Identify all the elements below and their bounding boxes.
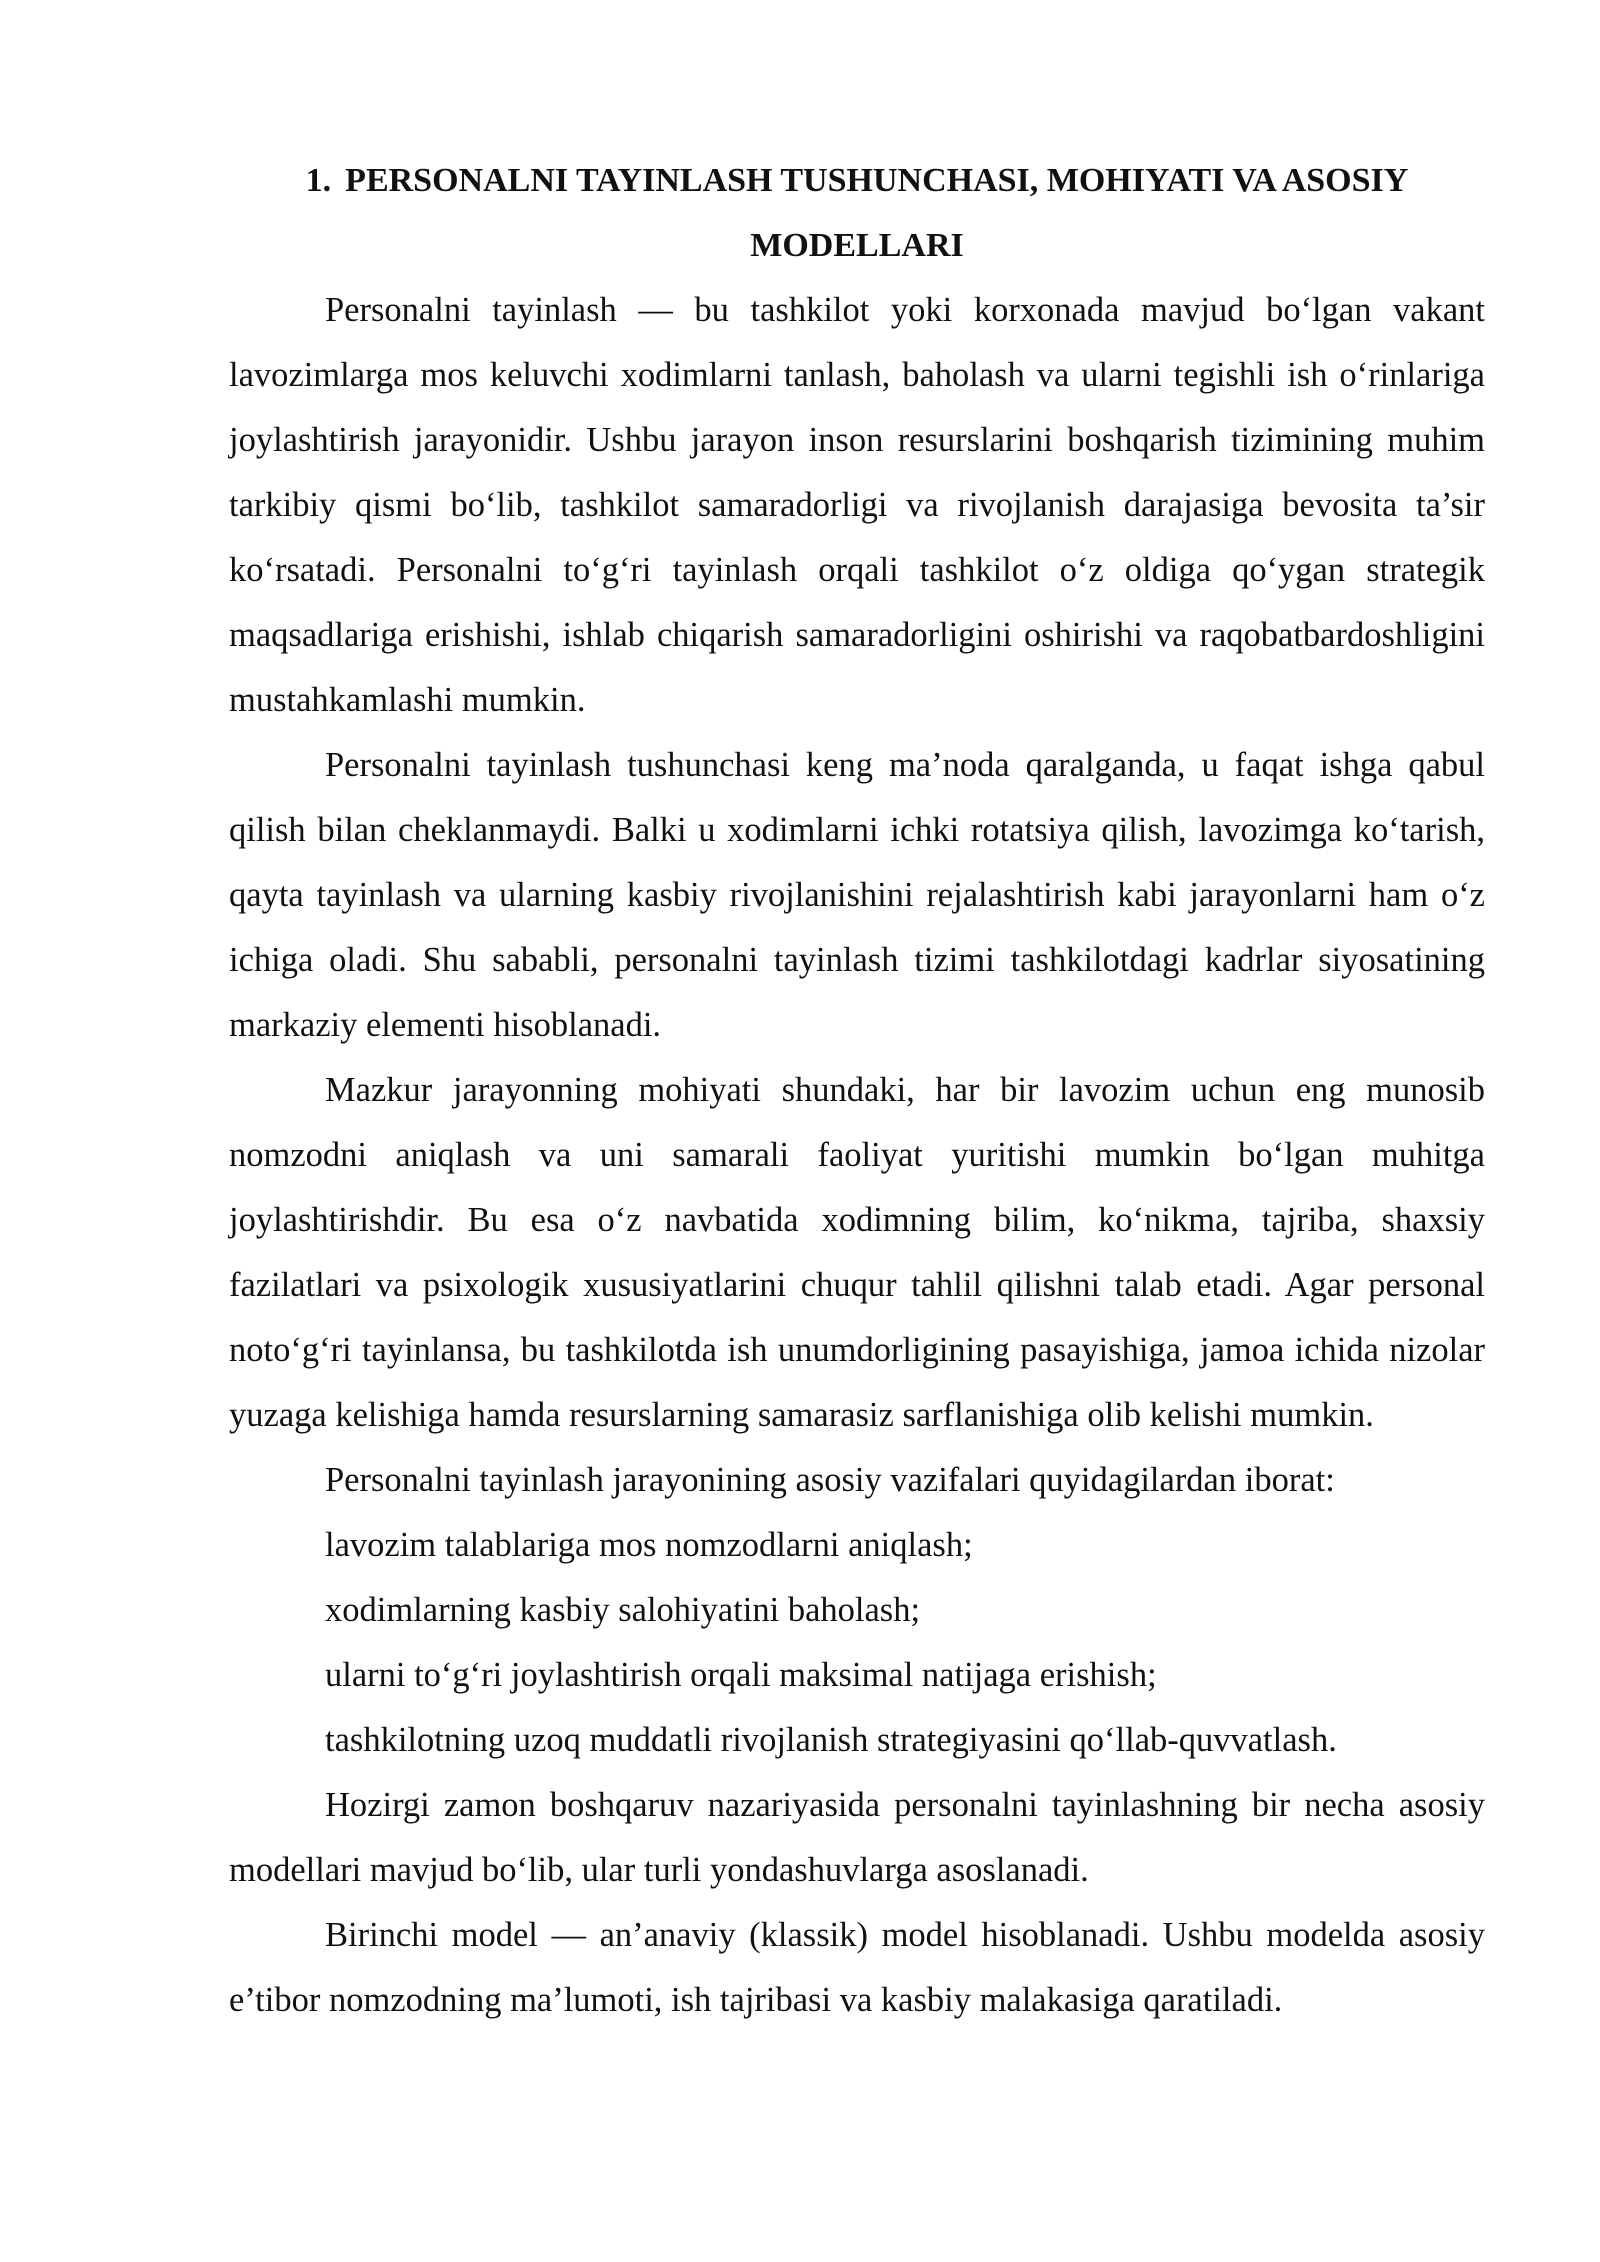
section-heading — [229, 148, 1485, 278]
paragraph-models-intro: Hozirgi zamon boshqaruv nazariyasida personalni tayinlashning bir necha asosiy modellari mavjud bo‘lib, ular turli yondashuvlarga asoslanadi. — [229, 1786, 1485, 1889]
section-number: 1. — [305, 162, 332, 199]
list-item: ularni to‘g‘ri joylashtirish orqali maksimal natijaga erishish; — [325, 1656, 1157, 1694]
paragraph-first-model: Birinchi model — an’anaviy (klassik) model hisoblanadi. Ushbu modelda asosiy e’tibor nomzodning ma’lumoti, ish tajribasi va kasbiy malakasiga qaratiladi. — [229, 1916, 1485, 2019]
list-item: lavozim talablariga mos nomzodlarni aniqlash; — [325, 1526, 973, 1564]
list-item: xodimlarning kasbiy salohiyatini baholash; — [325, 1591, 921, 1629]
section-title: PERSONALNI TAYINLASH TUSHUNCHASI, MOHIYATI VA ASOSIY MODELLARI — [345, 162, 1409, 264]
document-body — [229, 148, 1485, 2033]
paragraph-essence: Mazkur jarayonning mohiyati shundaki, har bir lavozim uchun eng munosib nomzodni aniqlash va uni samarali faoliyat yuritishi mumkin bo‘lgan muhitga joylashtirishdir. Bu esa o‘z navbatida xodimning bilim, ko‘nikma, tajriba, shaxsiy fazilatlari va psixologik xususiyatlarini chuqur tahlil qilishni talab etadi. Agar personal noto‘g‘ri tayinlansa, bu tashkilotda ish unumdorligining pasayishiga, jamoa ichida nizolar yuzaga kelishiga hamda resurslarning samarasiz sarflanishiga olib kelishi mumkin. — [229, 1071, 1485, 1434]
paragraph-tasks-intro: Personalni tayinlash jarayonining asosiy vazifalari quyidagilardan iborat: — [325, 1461, 1335, 1499]
list-item: tashkilotning uzoq muddatli rivojlanish strategiyasini qo‘llab-quvvatlash. — [325, 1721, 1337, 1759]
paragraph-broad-meaning: Personalni tayinlash tushunchasi keng ma’noda qaralganda, u faqat ishga qabul qilish bilan cheklanmaydi. Balki u xodimlarni ichki rotatsiya qilish, lavozimga ko‘tarish, qayta tayinlash va ularning kasbiy rivojlanishini rejalashtirish kabi jarayonlarni ham o‘z ichiga oladi. Shu sababli, personalni tayinlash tizimi tashkilotdagi kadrlar siyosatining markaziy elementi hisoblanadi. — [229, 746, 1485, 1044]
paragraph-definition: Personalni tayinlash — bu tashkilot yoki korxonada mavjud bo‘lgan vakant lavozimlarga mos keluvchi xodimlarni tanlash, baholash va ularni tegishli ish o‘rinlariga joylashtirish jarayonidir. Ushbu jarayon inson resurslarini boshqarish tizimining muhim tarkibiy qismi bo‘lib, tashkilot samaradorligi va rivojlanish darajasiga bevosita ta’sir ko‘rsatadi. Personalni to‘g‘ri tayinlash orqali tashkilot o‘z oldiga qo‘ygan strategik maqsadlariga erishishi, ishlab chiqarish samaradorligini oshirishi va raqobatbardoshligini mustahkamlashi mumkin. — [229, 291, 1485, 719]
